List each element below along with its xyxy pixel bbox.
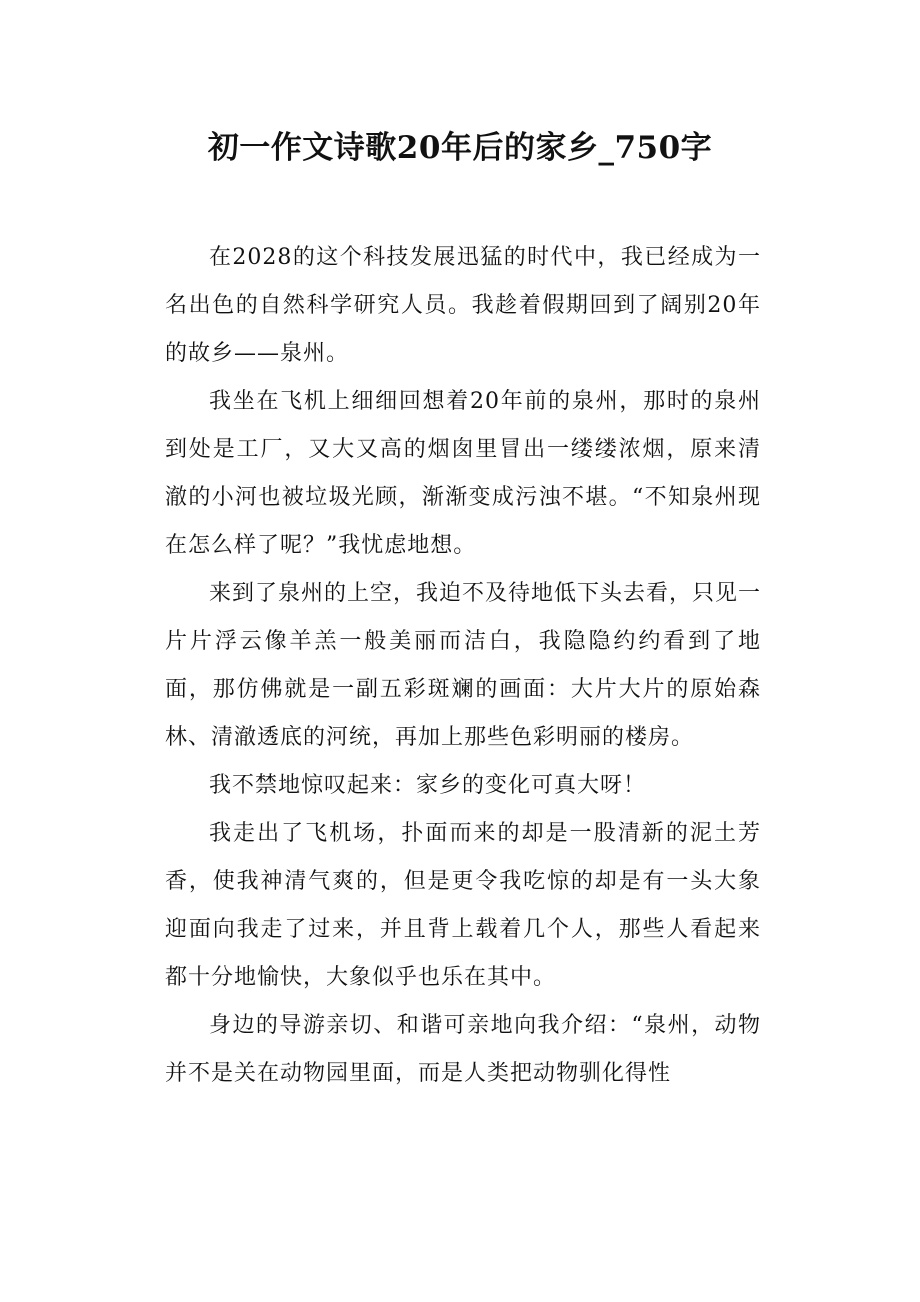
article-body: [165, 234, 761, 1098]
paragraph-4: 我不禁地惊叹起来：家乡的变化可真大呀！: [209, 773, 647, 798]
paragraph-5: 我走出了飞机场，扑面而来的却是一股清新的泥土芳香，使我神清气爽的，但是更令我吃惊的却是有一头大象迎面向我走了过来，并且背上载着几个人，那些人看起来都十分地愉快，大象似乎也乐在其中。: [165, 821, 761, 990]
page-title: 初一作文诗歌20年后的家乡_750字: [207, 130, 713, 166]
paragraph-6: 身边的导游亲切、和谐可亲地向我介绍：“泉州，动物并不是关在动物园里面，而是人类把动物驯化得性: [165, 1013, 761, 1086]
paragraph-3: 来到了泉州的上空，我迫不及待地低下头去看，只见一片片浮云像羊羔一般美丽而洁白，我隐隐约约看到了地面，那仿佛就是一副五彩斑斓的画面：大片大片的原始森林、清澈透底的河统，再加上那些色彩明丽的楼房。: [165, 581, 762, 750]
paragraph-1: 在2028的这个科技发展迅猛的时代中，我已经成为一名出色的自然科学研究人员。我趁着假期回到了阔别20年的故乡——泉州。: [165, 245, 761, 366]
paragraph-2: 我坐在飞机上细细回想着20年前的泉州，那时的泉州到处是工厂，又大又高的烟囱里冒出一缕缕浓烟，原来清澈的小河也被垃圾光顾，渐渐变成污浊不堪。“不知泉州现在怎么样了呢？”我忧虑地想。: [165, 389, 761, 558]
